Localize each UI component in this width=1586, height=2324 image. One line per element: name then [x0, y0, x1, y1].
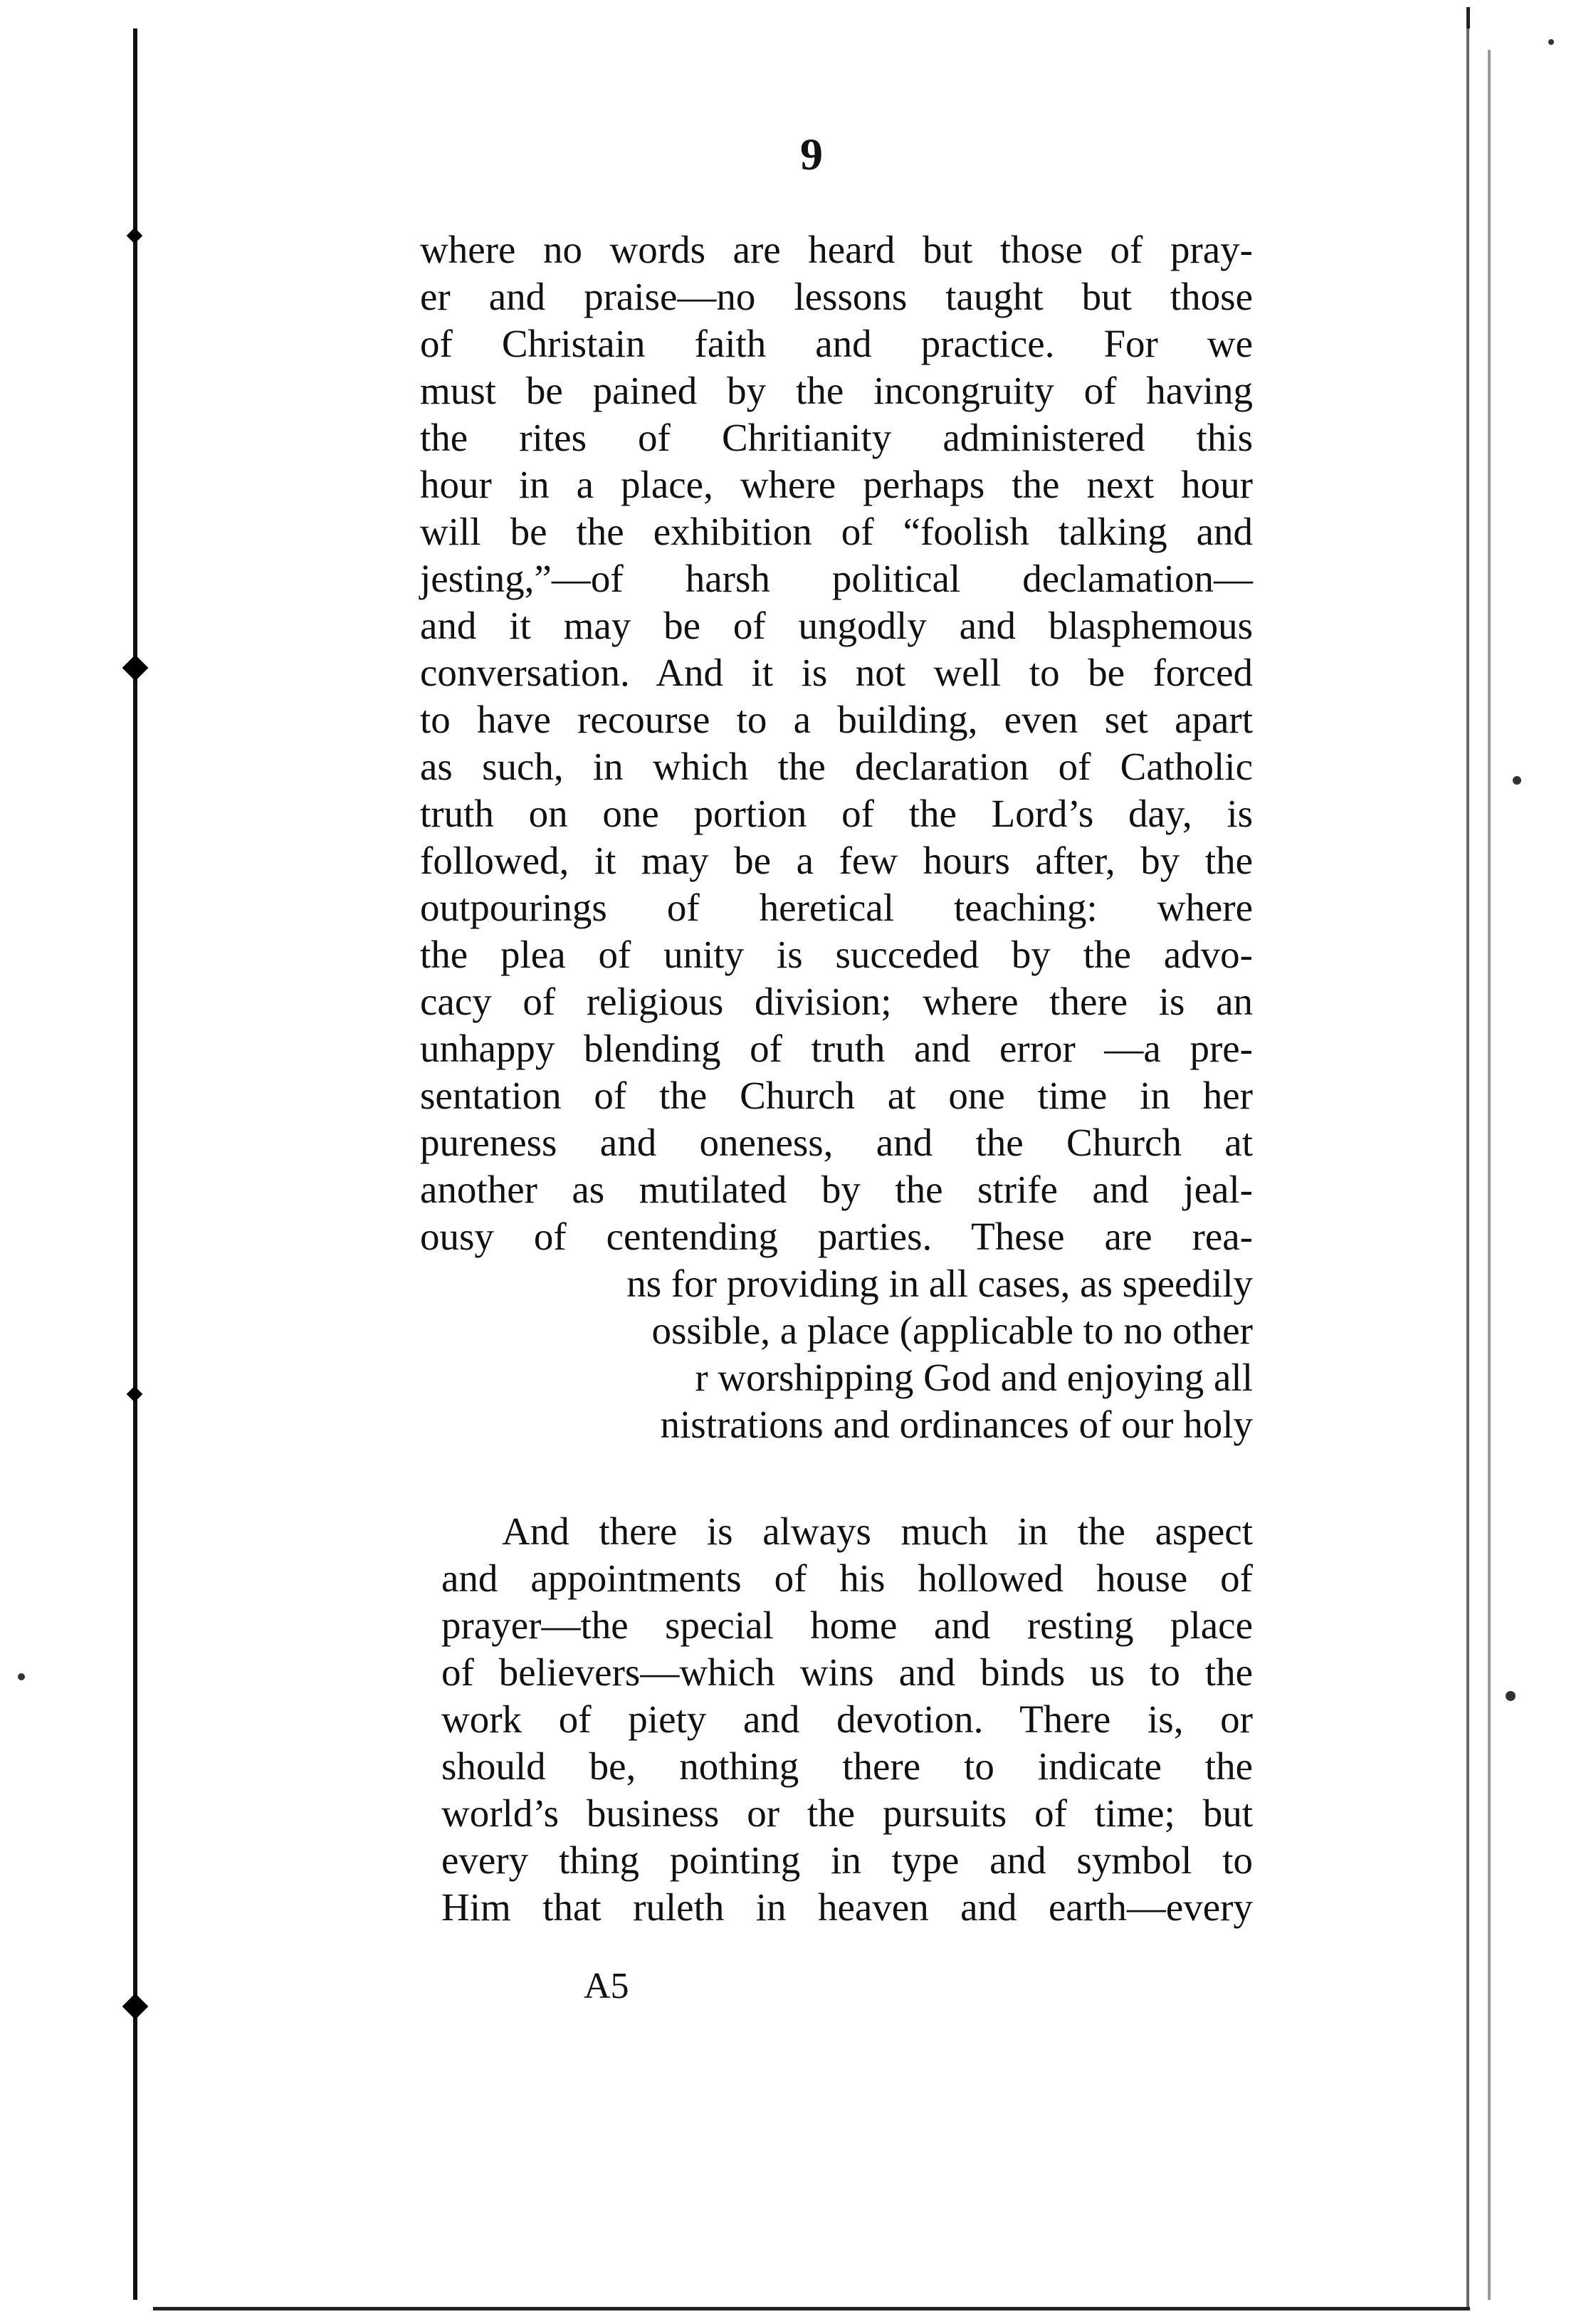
text-line: to have recourse to a building, even set apart	[420, 698, 1253, 741]
text-line: the rites of Chritianity administered this	[420, 416, 1253, 459]
text-line: sentation of the Church at one time in her	[420, 1074, 1253, 1117]
text-line: will be the exhibition of “foolish talking and	[420, 510, 1253, 553]
speck	[1513, 776, 1521, 785]
text-line: followed, it may be a few hours after, by the	[420, 839, 1253, 882]
text-line: And there is always much in the aspect	[502, 1509, 1253, 1553]
text-line: er and praise—no lessons taught but those	[420, 275, 1253, 318]
text-line: ns for providing in all cases, as speedily	[626, 1262, 1253, 1305]
text-line: outpourings of heretical teaching: where	[420, 886, 1253, 929]
page-edge-inner	[1488, 50, 1491, 2300]
speck	[1548, 39, 1554, 45]
text-line: pureness and oneness, and the Church at	[420, 1121, 1253, 1164]
text-line: another as mutilated by the strife and jeal-	[420, 1168, 1253, 1211]
text-line: cacy of religious division; where there is an	[420, 980, 1253, 1023]
text-line: world’s business or the pursuits of time; but	[441, 1791, 1253, 1835]
text-line: prayer—the special home and resting place	[441, 1603, 1253, 1647]
text-line: work of piety and devotion. There is, or	[441, 1697, 1253, 1741]
text-line: as such, in which the declaration of Catholic	[420, 745, 1253, 788]
paragraph-1	[420, 226, 1253, 1448]
binding-rule	[133, 28, 137, 2300]
text-line: hour in a place, where perhaps the next hour	[420, 463, 1253, 506]
paragraph-2	[441, 1508, 1253, 1931]
page-edge	[1466, 28, 1505, 2307]
signature-mark: A5	[584, 1966, 629, 2006]
text-line: every thing pointing in type and symbol to	[441, 1838, 1253, 1882]
page-number: 9	[800, 129, 823, 179]
text-line: of Christain faith and practice. For we	[420, 322, 1253, 365]
text-line: unhappy blending of truth and error —a pre-	[420, 1027, 1253, 1070]
text-line: and it may be of ungodly and blasphemous	[420, 604, 1253, 647]
speck	[18, 1673, 25, 1680]
left-margin	[0, 0, 135, 2324]
text-line: of believers—which wins and binds us to the	[441, 1650, 1253, 1694]
text-line: ossible, a place (applicable to no other	[651, 1309, 1253, 1352]
text-line: jesting,”—of harsh political declamation—	[420, 557, 1253, 600]
text-line: should be, nothing there to indicate the	[441, 1744, 1253, 1788]
text-line: the plea of unity is succeded by the advo-	[420, 933, 1253, 976]
text-line: ousy of centending parties. These are rea-	[420, 1215, 1253, 1258]
text-line: Him that ruleth in heaven and earth—every	[441, 1885, 1253, 1929]
text-line: r worshipping God and enjoying all	[695, 1356, 1253, 1399]
text-line: nistrations and ordinances of our holy	[660, 1403, 1253, 1446]
speck	[1506, 1691, 1516, 1701]
text-line: conversation. And it is not well to be forced	[420, 651, 1253, 694]
text-line: truth on one portion of the Lord’s day, is	[420, 792, 1253, 835]
text-line: and appointments of his hollowed house of	[441, 1556, 1253, 1600]
text-line: must be pained by the incongruity of having	[420, 369, 1253, 412]
text-line: where no words are heard but those of pray-	[420, 228, 1253, 271]
